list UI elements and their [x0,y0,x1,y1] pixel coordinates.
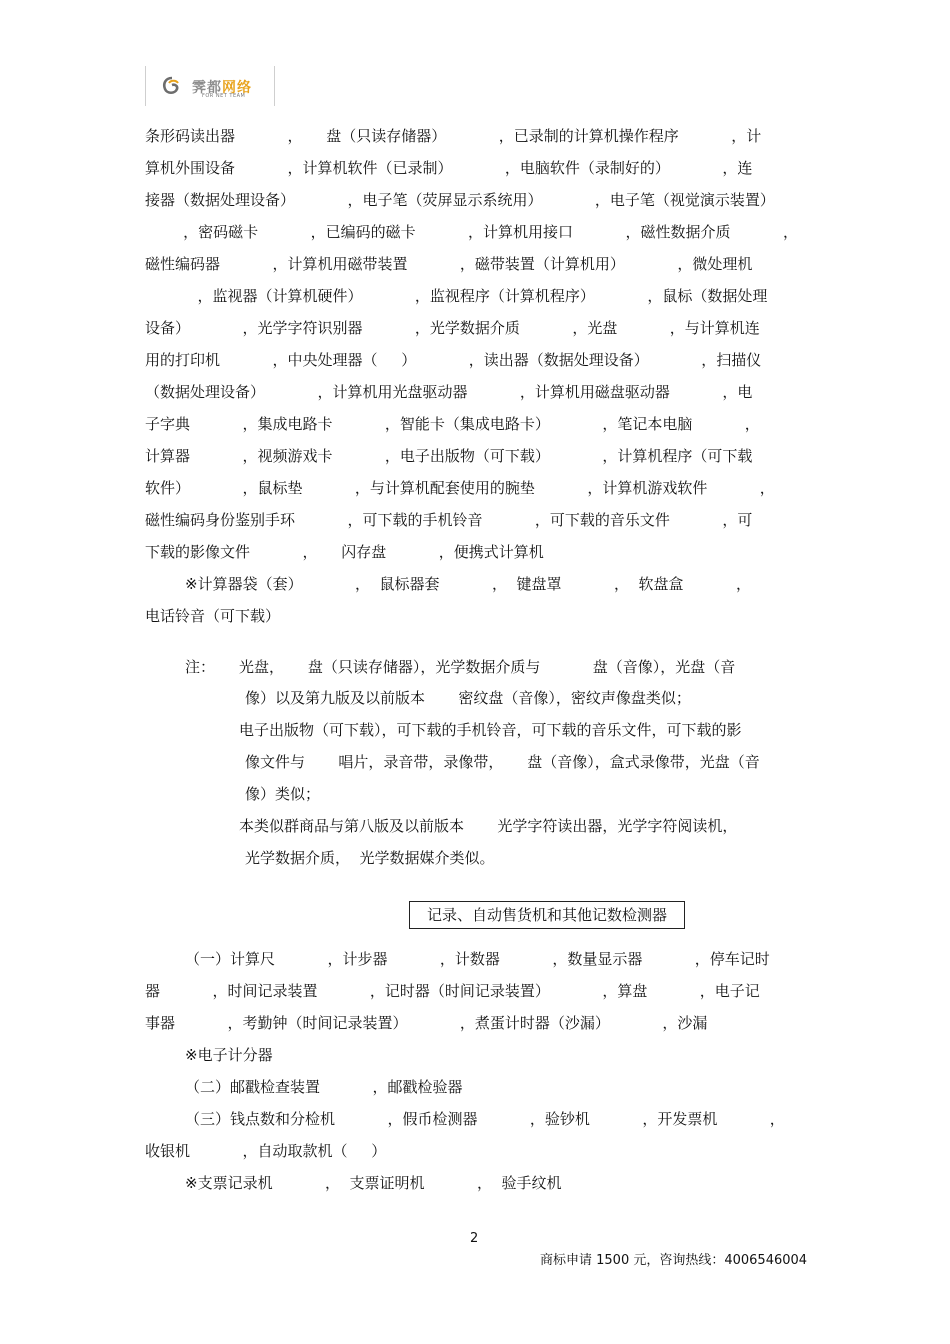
body-line: 电话铃音（可下载） [145,607,281,625]
note-label: 注： [185,658,216,676]
note-line: 光学数据介质， 光学数据媒介类似。 [245,849,495,867]
star-line: ※计算器袋（套） ， 鼠标器套 ， 键盘罩 ， 软盘盒 ， [185,575,751,593]
body-line: ，监视器（计算机硬件） ，监视程序（计算机程序） ，鼠标（数据处理 [145,287,768,305]
star-line: ※电子计分器 [185,1046,273,1064]
note-line: 电子出版物（可下载），可下载的手机铃音，可下载的音乐文件，可下载的影 [239,721,742,739]
section-heading: 记录、自动售货机和其他记数检测器 [409,901,685,929]
body-line: 用的打印机 ，中央处理器（ ） ，读出器（数据处理设备） ，扫描仪 [145,351,762,369]
logo-swirl-icon [160,75,184,97]
note-line: 光盘， 盘（只读存储器），光学数据介质与 盘（音像），光盘（音 [239,658,736,676]
body-line: 收银机 ，自动取款机（ ） [145,1142,387,1160]
body-line: ，密码磁卡 ，已编码的磁卡 ，计算机用接口 ，磁性数据介质 ， [145,223,798,241]
body-line: 磁性编码器 ，计算机用磁带装置 ，磁带装置（计算机用） ，微处理机 [145,255,753,273]
page-number: 2 [470,1231,479,1246]
body-line: 磁性编码身份鉴别手环 ，可下载的手机铃音 ，可下载的音乐文件 ，可 [145,511,753,529]
logo-name: 霁都网络 [192,80,252,96]
body-line: （三）钱点数和分检机 ，假币检测器 ，验钞机 ，开发票机 ， [185,1110,785,1128]
note-line: 像）以及第九版及以前版本 密纹盘（音像），密纹声像盘类似； [245,689,691,707]
body-line: （二）邮戳检查装置 ，邮戳检验器 [185,1078,463,1096]
body-line: 下载的影像文件 ， 闪存盘 ，便携式计算机 [145,543,544,561]
body-line: 条形码读出器 ， 盘（只读存储器） ，已录制的计算机操作程序 ，计 [145,127,762,145]
body-line: 接器（数据处理设备） ，电子笔（荧屏显示系统用） ，电子笔（视觉演示装置） [145,191,775,209]
note-line: 像文件与 唱片，录音带，录像带， 盘（音像），盒式录像带，光盘（音 [245,753,760,771]
star-line: ※支票记录机 ， 支票证明机 ， 验手纹机 [185,1174,562,1192]
note-line: 本类似群商品与第八版及以前版本 光学字符读出器，光学字符阅读机， [239,817,738,835]
body-line: 事器 ，考勤钟（时间记录装置） ，煮蛋计时器（沙漏） ，沙漏 [145,1014,708,1032]
body-line: 软件） ，鼠标垫 ，与计算机配套使用的腕垫 ，计算机游戏软件 ， [145,479,775,497]
logo-tagline: FOR NET TEAM [202,93,246,99]
body-line: （数据处理设备） ，计算机用光盘驱动器 ，计算机用磁盘驱动器 ，电 [145,383,753,401]
body-line: 子字典 ，集成电路卡 ，智能卡（集成电路卡） ，笔记本电脑 ， [145,415,760,433]
body-line: 设备） ，光学字符识别器 ，光学数据介质 ，光盘 ，与计算机连 [145,319,760,337]
body-line: （一）计算尺 ，计步器 ，计数器 ，数量显示器 ，停车记时 [185,950,770,968]
body-line: 器 ，时间记录装置 ，记时器（时间记录装置） ，算盘 ，电子记 [145,982,760,1000]
body-line: 计算器 ，视频游戏卡 ，电子出版物（可下载） ，计算机程序（可下载 [145,447,753,465]
note-line: 像）类似； [245,785,321,803]
footer-ad: 商标申请 1500 元，咨询热线：4006546004 [540,1253,808,1268]
company-logo [145,66,275,106]
body-line: 算机外围设备 ，计算机软件（已录制） ，电脑软件（录制好的） ，连 [145,159,753,177]
